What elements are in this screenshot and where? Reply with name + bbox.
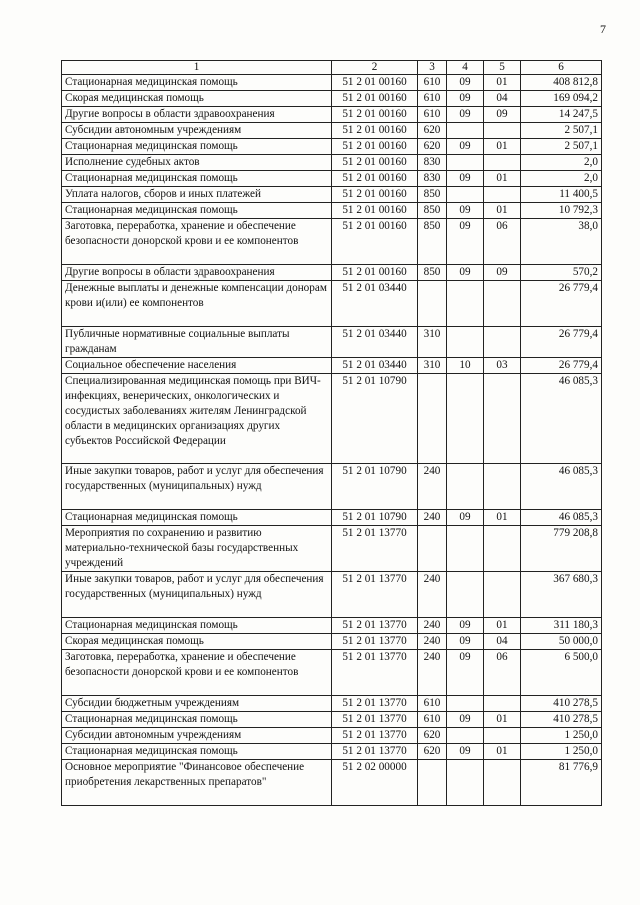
table-row (62, 75, 602, 91)
row-section-cell (447, 572, 484, 618)
table-row (62, 572, 602, 618)
table-row (62, 510, 602, 526)
row-expense-type-cell: 610 (418, 91, 447, 107)
row-expense-type-cell: 610 (418, 712, 447, 728)
row-subsection-cell: 01 (484, 171, 521, 187)
row-amount-cell: 26 779,4 (521, 327, 602, 358)
row-section-cell: 09 (447, 650, 484, 696)
row-name-cell: Публичные нормативные социальные выплаты гражданам (62, 327, 332, 358)
row-subsection-cell: 09 (484, 107, 521, 123)
row-name-cell: Субсидии автономным учреждениям (62, 123, 332, 139)
row-name-cell: Стационарная медицинская помощь (62, 744, 332, 760)
row-name-cell: Стационарная медицинская помощь (62, 139, 332, 155)
row-subsection-cell: 04 (484, 634, 521, 650)
table-row (62, 123, 602, 139)
row-section-cell: 10 (447, 358, 484, 374)
row-expense-type-cell: 620 (418, 744, 447, 760)
row-code-cell: 51 2 01 00160 (332, 265, 418, 281)
row-code-cell: 51 2 01 13770 (332, 618, 418, 634)
row-amount-cell: 410 278,5 (521, 696, 602, 712)
row-amount-cell: 2,0 (521, 155, 602, 171)
row-name-cell: Социальное обеспечение населения (62, 358, 332, 374)
row-expense-type-cell: 620 (418, 139, 447, 155)
row-amount-cell: 46 085,3 (521, 510, 602, 526)
row-expense-type-cell: 610 (418, 107, 447, 123)
row-section-cell: 09 (447, 203, 484, 219)
row-subsection-cell (484, 155, 521, 171)
row-subsection-cell: 01 (484, 510, 521, 526)
table-row (62, 107, 602, 123)
row-name-cell: Стационарная медицинская помощь (62, 618, 332, 634)
table-row (62, 219, 602, 265)
row-amount-cell: 46 085,3 (521, 374, 602, 464)
page-number: 7 (600, 22, 606, 36)
table-row (62, 327, 602, 358)
row-code-cell: 51 2 01 00160 (332, 91, 418, 107)
row-name-cell: Скорая медицинская помощь (62, 91, 332, 107)
row-expense-type-cell: 620 (418, 728, 447, 744)
row-name-cell: Заготовка, переработка, хранение и обеспечение безопасности донорской крови и ее компонентов (62, 219, 332, 265)
row-code-cell: 51 2 01 13770 (332, 728, 418, 744)
row-expense-type-cell (418, 281, 447, 327)
row-subsection-cell (484, 281, 521, 327)
row-subsection-cell: 01 (484, 75, 521, 91)
row-code-cell: 51 2 01 13770 (332, 696, 418, 712)
row-section-cell: 09 (447, 139, 484, 155)
table-row (62, 712, 602, 728)
header-col-2: 2 (332, 61, 418, 75)
row-subsection-cell (484, 374, 521, 464)
row-section-cell: 09 (447, 618, 484, 634)
row-name-cell: Заготовка, переработка, хранение и обеспечение безопасности донорской крови и ее компонентов (62, 650, 332, 696)
row-amount-cell: 408 812,8 (521, 75, 602, 91)
row-code-cell: 51 2 01 00160 (332, 123, 418, 139)
row-expense-type-cell: 310 (418, 358, 447, 374)
row-section-cell: 09 (447, 510, 484, 526)
row-subsection-cell (484, 464, 521, 510)
row-subsection-cell: 01 (484, 203, 521, 219)
row-section-cell: 09 (447, 107, 484, 123)
row-code-cell: 51 2 01 10790 (332, 464, 418, 510)
table-row (62, 744, 602, 760)
table-row (62, 281, 602, 327)
row-expense-type-cell: 240 (418, 634, 447, 650)
row-amount-cell: 570,2 (521, 265, 602, 281)
row-amount-cell: 14 247,5 (521, 107, 602, 123)
row-expense-type-cell: 850 (418, 265, 447, 281)
row-section-cell (447, 464, 484, 510)
row-amount-cell: 11 400,5 (521, 187, 602, 203)
row-subsection-cell (484, 123, 521, 139)
row-section-cell (447, 155, 484, 171)
row-amount-cell: 169 094,2 (521, 91, 602, 107)
row-section-cell (447, 696, 484, 712)
row-expense-type-cell (418, 526, 447, 572)
table-row (62, 634, 602, 650)
row-code-cell: 51 2 01 00160 (332, 219, 418, 265)
row-amount-cell: 26 779,4 (521, 281, 602, 327)
table-row (62, 171, 602, 187)
header-col-5: 5 (484, 61, 521, 75)
row-expense-type-cell: 610 (418, 696, 447, 712)
row-amount-cell: 779 208,8 (521, 526, 602, 572)
row-code-cell: 51 2 01 00160 (332, 75, 418, 91)
row-name-cell: Иные закупки товаров, работ и услуг для обеспечения государственных (муниципальных) нужд (62, 464, 332, 510)
row-code-cell: 51 2 01 13770 (332, 572, 418, 618)
row-section-cell (447, 187, 484, 203)
row-amount-cell: 6 500,0 (521, 650, 602, 696)
row-section-cell (447, 281, 484, 327)
row-subsection-cell (484, 696, 521, 712)
row-code-cell: 51 2 01 10790 (332, 510, 418, 526)
row-code-cell: 51 2 01 00160 (332, 107, 418, 123)
row-code-cell: 51 2 01 00160 (332, 155, 418, 171)
row-name-cell: Специализированная медицинская помощь при ВИЧ-инфекциях, венерических, онкологических и сосудистых заболеваниях жителям Ленинградской области в медицинских организациях других субъектов Российской Федерации (62, 374, 332, 464)
row-expense-type-cell: 240 (418, 572, 447, 618)
table-row (62, 374, 602, 464)
table-row (62, 265, 602, 281)
header-col-1: 1 (62, 61, 332, 75)
row-amount-cell: 2 507,1 (521, 139, 602, 155)
header-col-4: 4 (447, 61, 484, 75)
row-amount-cell: 311 180,3 (521, 618, 602, 634)
row-name-cell: Стационарная медицинская помощь (62, 203, 332, 219)
row-name-cell: Уплата налогов, сборов и иных платежей (62, 187, 332, 203)
row-name-cell: Скорая медицинская помощь (62, 634, 332, 650)
row-section-cell (447, 374, 484, 464)
row-code-cell: 51 2 01 13770 (332, 650, 418, 696)
row-code-cell: 51 2 01 00160 (332, 139, 418, 155)
row-subsection-cell: 06 (484, 219, 521, 265)
row-name-cell: Субсидии автономным учреждениям (62, 728, 332, 744)
row-name-cell: Основное мероприятие "Финансовое обеспечение приобретения лекарственных препаратов" (62, 760, 332, 806)
row-section-cell (447, 123, 484, 139)
row-code-cell: 51 2 01 00160 (332, 203, 418, 219)
row-code-cell: 51 2 02 00000 (332, 760, 418, 806)
row-name-cell: Другие вопросы в области здравоохранения (62, 107, 332, 123)
table-row (62, 618, 602, 634)
table-row (62, 696, 602, 712)
budget-table (61, 60, 602, 806)
table-row (62, 139, 602, 155)
row-name-cell: Субсидии бюджетным учреждениям (62, 696, 332, 712)
row-name-cell: Мероприятия по сохранению и развитию материально-технической базы государственных учреждений (62, 526, 332, 572)
row-expense-type-cell: 850 (418, 187, 447, 203)
row-expense-type-cell: 620 (418, 123, 447, 139)
row-name-cell: Стационарная медицинская помощь (62, 510, 332, 526)
table-row (62, 203, 602, 219)
table-row (62, 650, 602, 696)
row-code-cell: 51 2 01 13770 (332, 634, 418, 650)
row-subsection-cell (484, 728, 521, 744)
row-expense-type-cell: 310 (418, 327, 447, 358)
row-code-cell: 51 2 01 13770 (332, 712, 418, 728)
table-row (62, 91, 602, 107)
row-amount-cell: 10 792,3 (521, 203, 602, 219)
row-section-cell: 09 (447, 634, 484, 650)
row-section-cell: 09 (447, 219, 484, 265)
row-amount-cell: 26 779,4 (521, 358, 602, 374)
table-row (62, 358, 602, 374)
header-col-6: 6 (521, 61, 602, 75)
row-name-cell: Стационарная медицинская помощь (62, 75, 332, 91)
row-section-cell: 09 (447, 712, 484, 728)
row-amount-cell: 1 250,0 (521, 728, 602, 744)
row-section-cell (447, 728, 484, 744)
row-section-cell: 09 (447, 75, 484, 91)
table-row (62, 728, 602, 744)
row-expense-type-cell: 240 (418, 464, 447, 510)
row-amount-cell: 1 250,0 (521, 744, 602, 760)
row-code-cell: 51 2 01 13770 (332, 526, 418, 572)
row-code-cell: 51 2 01 03440 (332, 327, 418, 358)
row-code-cell: 51 2 01 03440 (332, 358, 418, 374)
row-code-cell: 51 2 01 03440 (332, 281, 418, 327)
row-expense-type-cell: 830 (418, 171, 447, 187)
row-subsection-cell: 01 (484, 712, 521, 728)
row-name-cell: Стационарная медицинская помощь (62, 171, 332, 187)
row-subsection-cell: 01 (484, 139, 521, 155)
row-name-cell: Иные закупки товаров, работ и услуг для обеспечения государственных (муниципальных) нужд (62, 572, 332, 618)
table-row (62, 155, 602, 171)
row-subsection-cell: 01 (484, 744, 521, 760)
table-header-row (62, 61, 602, 75)
row-expense-type-cell: 240 (418, 618, 447, 634)
row-section-cell: 09 (447, 171, 484, 187)
row-name-cell: Денежные выплаты и денежные компенсации донорам крови и(или) ее компонентов (62, 281, 332, 327)
row-code-cell: 51 2 01 10790 (332, 374, 418, 464)
row-expense-type-cell: 610 (418, 75, 447, 91)
row-subsection-cell (484, 526, 521, 572)
row-expense-type-cell (418, 374, 447, 464)
row-subsection-cell (484, 572, 521, 618)
row-amount-cell: 2 507,1 (521, 123, 602, 139)
row-section-cell (447, 760, 484, 806)
row-amount-cell: 38,0 (521, 219, 602, 265)
table-row (62, 464, 602, 510)
row-expense-type-cell: 850 (418, 203, 447, 219)
row-section-cell: 09 (447, 91, 484, 107)
row-amount-cell: 410 278,5 (521, 712, 602, 728)
row-expense-type-cell: 240 (418, 510, 447, 526)
row-section-cell (447, 327, 484, 358)
row-subsection-cell (484, 760, 521, 806)
row-subsection-cell (484, 187, 521, 203)
row-amount-cell: 46 085,3 (521, 464, 602, 510)
row-subsection-cell: 03 (484, 358, 521, 374)
row-amount-cell: 50 000,0 (521, 634, 602, 650)
table-row (62, 526, 602, 572)
row-code-cell: 51 2 01 00160 (332, 171, 418, 187)
row-section-cell: 09 (447, 265, 484, 281)
row-expense-type-cell: 240 (418, 650, 447, 696)
row-section-cell: 09 (447, 744, 484, 760)
table-row (62, 187, 602, 203)
row-subsection-cell: 04 (484, 91, 521, 107)
row-subsection-cell: 09 (484, 265, 521, 281)
row-name-cell: Другие вопросы в области здравоохранения (62, 265, 332, 281)
row-amount-cell: 2,0 (521, 171, 602, 187)
header-col-3: 3 (418, 61, 447, 75)
row-subsection-cell: 06 (484, 650, 521, 696)
row-expense-type-cell (418, 760, 447, 806)
row-amount-cell: 367 680,3 (521, 572, 602, 618)
row-code-cell: 51 2 01 00160 (332, 187, 418, 203)
row-code-cell: 51 2 01 13770 (332, 744, 418, 760)
row-name-cell: Исполнение судебных актов (62, 155, 332, 171)
table-row (62, 760, 602, 806)
row-name-cell: Стационарная медицинская помощь (62, 712, 332, 728)
row-expense-type-cell: 850 (418, 219, 447, 265)
row-expense-type-cell: 830 (418, 155, 447, 171)
row-section-cell (447, 526, 484, 572)
row-amount-cell: 81 776,9 (521, 760, 602, 806)
row-subsection-cell (484, 327, 521, 358)
row-subsection-cell: 01 (484, 618, 521, 634)
